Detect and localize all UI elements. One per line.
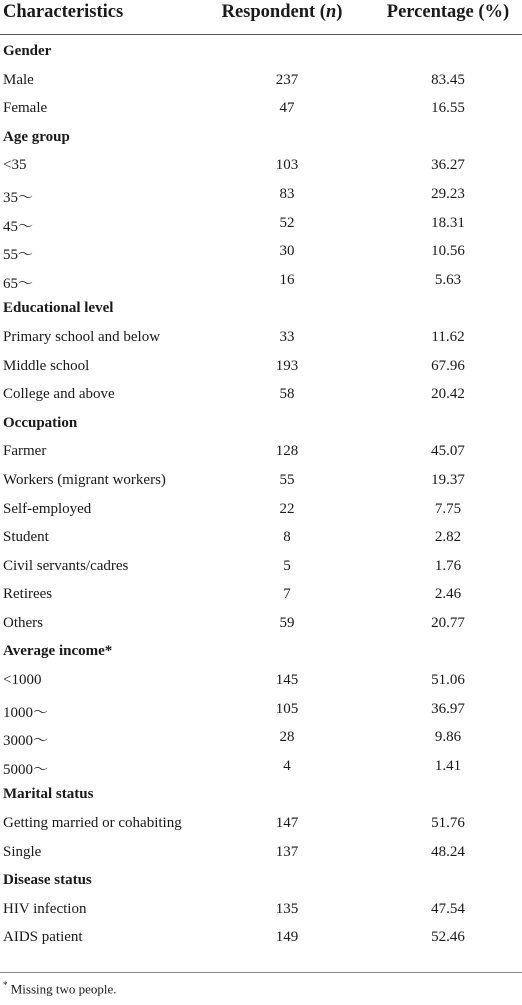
row-label: Male bbox=[3, 71, 34, 88]
row-label: Farmer bbox=[3, 443, 47, 460]
table-row bbox=[0, 182, 522, 211]
table-row bbox=[0, 697, 522, 726]
section-header-row bbox=[0, 782, 522, 811]
respondent-count: 22 bbox=[279, 500, 295, 517]
percentage-value: 20.42 bbox=[431, 386, 465, 403]
table-row bbox=[0, 211, 522, 240]
respondent-count: 4 bbox=[283, 757, 291, 774]
table-row bbox=[0, 325, 522, 354]
section-label: Occupation bbox=[3, 414, 78, 431]
row-label: Middle school bbox=[3, 357, 90, 374]
respondent-count: 16 bbox=[279, 271, 295, 288]
table-row bbox=[0, 382, 522, 411]
percentage-value: 29.23 bbox=[431, 185, 465, 202]
percentage-value: 11.62 bbox=[431, 328, 465, 345]
section-header-row bbox=[0, 125, 522, 154]
table-row bbox=[0, 582, 522, 611]
header-respondent-suffix: ) bbox=[336, 2, 343, 22]
percentage-value: 51.06 bbox=[431, 672, 465, 689]
section-label: Age group bbox=[3, 128, 70, 145]
table-row bbox=[0, 525, 522, 554]
row-label: Single bbox=[3, 843, 42, 860]
row-label: Female bbox=[3, 100, 48, 117]
percentage-value: 2.46 bbox=[434, 586, 462, 603]
header-respondent-n: n bbox=[325, 2, 337, 22]
table-row bbox=[0, 468, 522, 497]
section-header-row bbox=[0, 411, 522, 440]
respondent-count: 8 bbox=[283, 529, 291, 546]
respondent-count: 33 bbox=[279, 328, 295, 345]
section-header-row bbox=[0, 868, 522, 897]
row-label: Self-employed bbox=[3, 500, 92, 517]
percentage-value: 2.82 bbox=[434, 529, 462, 546]
respondent-count: 7 bbox=[283, 586, 291, 603]
percentage-value: 47.54 bbox=[431, 900, 465, 917]
header-respondent-prefix: Respondent ( bbox=[221, 2, 326, 22]
table-row bbox=[0, 611, 522, 640]
row-label: Student bbox=[3, 529, 49, 546]
section-header-row bbox=[0, 639, 522, 668]
header-respondent bbox=[207, 2, 357, 23]
row-label: Primary school and below bbox=[3, 328, 161, 345]
percentage-value: 1.41 bbox=[434, 757, 462, 774]
table-bottom-rule bbox=[0, 972, 522, 973]
table-row bbox=[0, 925, 522, 954]
respondent-count: 137 bbox=[275, 843, 299, 860]
respondent-count: 5 bbox=[283, 557, 291, 574]
row-label: 65～ bbox=[3, 275, 34, 292]
table-row bbox=[0, 268, 522, 297]
table-row bbox=[0, 239, 522, 268]
row-label: College and above bbox=[3, 386, 115, 403]
table-row bbox=[0, 840, 522, 869]
table-row bbox=[0, 811, 522, 840]
percentage-value: 9.86 bbox=[434, 729, 462, 746]
respondent-count: 30 bbox=[279, 243, 295, 260]
respondent-count: 145 bbox=[275, 672, 299, 689]
respondent-count: 237 bbox=[275, 71, 299, 88]
row-label: 3000～ bbox=[3, 733, 49, 750]
percentage-value: 5.63 bbox=[434, 271, 462, 288]
respondent-count: 59 bbox=[279, 614, 295, 631]
section-label: Gender bbox=[3, 43, 52, 59]
respondent-count: 135 bbox=[275, 900, 299, 917]
percentage-value: 36.97 bbox=[431, 700, 465, 717]
respondent-count: 28 bbox=[279, 729, 295, 746]
table-footnote bbox=[3, 980, 117, 997]
table-row bbox=[0, 497, 522, 526]
percentage-value: 45.07 bbox=[431, 443, 465, 460]
header-percentage: Percentage (%) bbox=[386, 2, 510, 22]
table-row bbox=[0, 96, 522, 125]
respondent-count: 128 bbox=[275, 443, 299, 460]
row-label: Getting married or cohabiting bbox=[3, 815, 182, 832]
footnote-text: Missing two people. bbox=[10, 981, 117, 997]
percentage-value: 36.27 bbox=[431, 157, 465, 174]
percentage-value: 20.77 bbox=[431, 614, 465, 631]
percentage-value: 51.76 bbox=[431, 815, 465, 832]
percentage-value: 1.76 bbox=[434, 557, 462, 574]
row-label: <35 bbox=[3, 157, 27, 174]
respondent-count: 52 bbox=[279, 214, 295, 231]
section-label: Disease status bbox=[3, 872, 92, 889]
percentage-value: 7.75 bbox=[434, 500, 462, 517]
row-label: Others bbox=[3, 614, 43, 631]
respondent-count: 105 bbox=[275, 700, 299, 717]
table-row bbox=[0, 439, 522, 468]
header-characteristics: Characteristics bbox=[3, 2, 124, 22]
respondent-count: 83 bbox=[279, 185, 295, 202]
respondent-count: 147 bbox=[275, 815, 299, 832]
row-label: Retirees bbox=[3, 586, 53, 603]
footnote-mark: * bbox=[3, 980, 8, 990]
respondent-count: 58 bbox=[279, 386, 295, 403]
percentage-value: 16.55 bbox=[431, 100, 465, 117]
respondent-count: 47 bbox=[279, 100, 295, 117]
row-label: Civil servants/cadres bbox=[3, 557, 129, 574]
row-label: 1000～ bbox=[3, 704, 49, 721]
percentage-value: 19.37 bbox=[431, 471, 465, 488]
respondent-count: 103 bbox=[275, 157, 299, 174]
row-label: AIDS patient bbox=[3, 929, 83, 946]
table-row bbox=[0, 68, 522, 97]
row-label: 35～ bbox=[3, 189, 34, 206]
table-row bbox=[0, 153, 522, 182]
respondent-count: 55 bbox=[279, 471, 295, 488]
row-label: 55～ bbox=[3, 247, 34, 264]
table-row bbox=[0, 897, 522, 926]
table-body bbox=[0, 35, 522, 954]
percentage-value: 52.46 bbox=[431, 929, 465, 946]
percentage-value: 83.45 bbox=[431, 71, 465, 88]
table-row bbox=[0, 725, 522, 754]
respondent-count: 193 bbox=[275, 357, 299, 374]
row-label: 45～ bbox=[3, 218, 34, 235]
section-header-row bbox=[0, 39, 522, 68]
row-label: <1000 bbox=[3, 672, 42, 689]
percentage-value: 18.31 bbox=[431, 214, 465, 231]
table-header bbox=[0, 0, 522, 35]
section-label: Average income* bbox=[3, 643, 113, 660]
percentage-value: 67.96 bbox=[431, 357, 465, 374]
table-row bbox=[0, 668, 522, 697]
row-label: HIV infection bbox=[3, 900, 87, 917]
respondent-count: 149 bbox=[275, 929, 299, 946]
percentage-value: 10.56 bbox=[431, 243, 465, 260]
table-row bbox=[0, 354, 522, 383]
row-label: Workers (migrant workers) bbox=[3, 471, 166, 488]
table-row bbox=[0, 554, 522, 583]
section-label: Educational level bbox=[3, 300, 114, 317]
section-label: Marital status bbox=[3, 786, 94, 803]
percentage-value: 48.24 bbox=[431, 843, 465, 860]
section-header-row bbox=[0, 296, 522, 325]
row-label: 5000～ bbox=[3, 761, 49, 778]
table-row bbox=[0, 754, 522, 783]
